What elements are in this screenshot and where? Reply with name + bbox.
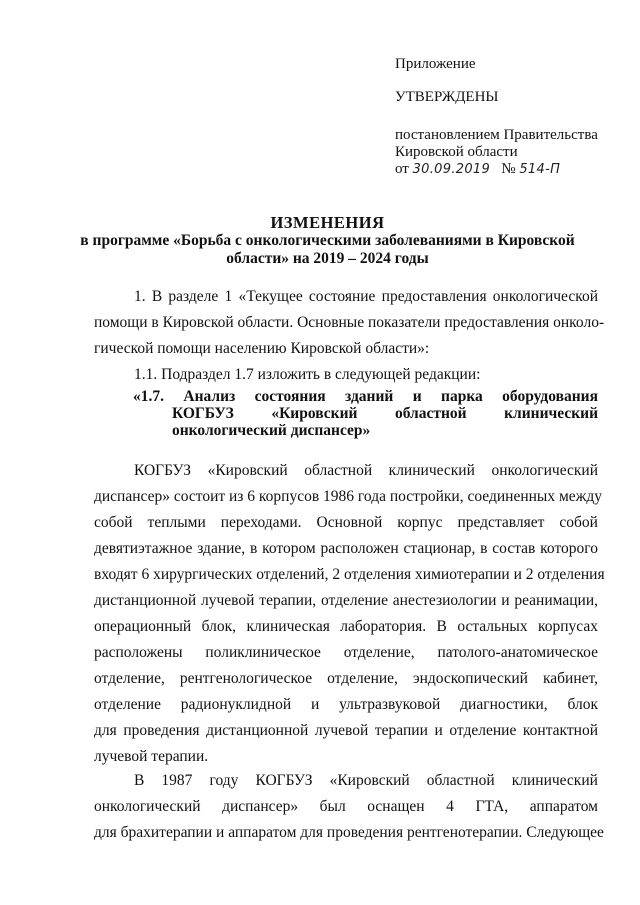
section-heading-word: оборудования (502, 388, 598, 405)
paragraph-line (94, 510, 598, 536)
paragraph-word: патолого-анатомическое (437, 644, 598, 661)
paragraph-line: лучевой терапии. (94, 748, 209, 765)
paragraph-word: корпус (397, 514, 443, 531)
paragraph-word: В (436, 618, 447, 635)
paragraph-word: собой (94, 514, 133, 531)
decree-line-1: постановлением Правительства (395, 127, 598, 143)
handwritten-number: 514-П (519, 162, 561, 177)
intro-p1-line-2: помощи в Кировской области. Основные показатели предоставления онколо- (94, 314, 605, 331)
paragraph-word: клиническая (246, 618, 330, 635)
paragraph-word: остальных (457, 618, 528, 635)
title-heading: ИЗМЕНЕНИЯ (270, 213, 385, 232)
paragraph-word: КОГБУЗ (134, 462, 191, 479)
section-heading-word: «1.7. (133, 388, 164, 405)
paragraph-word: году (209, 772, 239, 789)
section-heading-row-2 (133, 405, 598, 422)
intro-paragraph-1-first-line (134, 284, 598, 310)
paragraph-word: В (134, 772, 145, 789)
section-heading-word: клинический (504, 405, 598, 422)
paragraph-word: КОГБУЗ (255, 772, 313, 789)
decree-line-2: Кировской области (395, 144, 518, 160)
approval-stamp (395, 56, 625, 178)
paragraph-word: 4 (446, 798, 454, 815)
paragraph-line: для проведения дистанционной лучевой терапии и отделение контактной (94, 722, 598, 739)
paragraph-line: девятиэтажное здание, в котором расположен стационар, в состав которого (94, 540, 598, 557)
paragraph-line (94, 794, 598, 820)
paragraph-word: переходами. (220, 514, 302, 531)
paragraph-word: отделение (94, 696, 161, 713)
paragraph-word: эндоскопический (412, 670, 528, 687)
paragraph-word: ультразвуковой (339, 696, 441, 713)
body-paragraph-1 (94, 458, 605, 770)
paragraph-word: операционный (94, 618, 192, 635)
paragraph-word: областной (304, 462, 373, 479)
decree-date-line (395, 161, 625, 178)
section-heading-word: состояния (254, 388, 326, 405)
paragraph-word: расположены (94, 644, 183, 661)
paragraph-word: кабинет, (542, 670, 598, 687)
paragraph-word: диспансер» (222, 798, 299, 815)
section-heading (133, 388, 598, 439)
paragraph-word: ГТА, (475, 798, 509, 815)
paragraph-line: диспансер» состоит из 6 корпусов 1986 года постройки, соединенных между (94, 488, 602, 505)
intro-p1-line-3: гической помощи населению Кировской области»: (94, 340, 430, 357)
section-heading-row-3 (133, 422, 598, 439)
section-heading-word: «Кировский (271, 405, 358, 422)
paragraph-line: входят 6 хирургических отделений, 2 отделения химиотерапии и 2 отделения (94, 566, 605, 583)
section-heading-word: КОГБУЗ (172, 405, 234, 422)
paragraph-word: корпусах (538, 618, 598, 635)
section-heading-word: областной (394, 405, 467, 422)
section-heading-word: и (412, 388, 422, 405)
section-heading-text: онкологический диспансер» (172, 422, 371, 439)
paragraph-word: блок, (201, 618, 237, 635)
paragraph-word: отделение, (327, 670, 398, 687)
paragraph-word: поликлиническое (205, 644, 321, 661)
paragraph-word: диагностики, (460, 696, 548, 713)
number-prefix: № (501, 161, 516, 177)
paragraph-word: лаборатория. (340, 618, 427, 635)
paragraph-word: «Кировский (207, 462, 288, 479)
appendix-label: Приложение (395, 56, 476, 72)
paragraph-line (94, 640, 598, 666)
section-heading-word: парка (441, 388, 483, 405)
paragraph-word: онкологический (94, 798, 201, 815)
paragraph-word: клинический (388, 462, 475, 479)
date-prefix: от (395, 161, 409, 177)
intro-paragraph-2 (134, 362, 598, 388)
section-heading-word: зданий (345, 388, 394, 405)
section-heading-word: Анализ (183, 388, 236, 405)
paragraph-line (94, 666, 598, 692)
body-paragraph-2 (94, 768, 604, 846)
paragraph-line: дистанционной лучевой терапии, отделение анестезиологии и реанимации, (94, 592, 598, 609)
paragraph-line (94, 692, 598, 718)
intro-paragraph-1-rest (94, 310, 605, 362)
section-heading-row-1 (133, 388, 598, 405)
approved-label: УТВЕРЖДЕНЫ (395, 89, 499, 105)
paragraph-word: оснащен (367, 798, 425, 815)
paragraph-word: блок (567, 696, 598, 713)
paragraph-line (94, 614, 598, 640)
intro-p1-line-1: 1. В разделе 1 «Текущее состояние предоставления онкологической (134, 288, 598, 305)
title-subtitle-1: в программе «Борьба с онкологическими заболеваниями в Кировской (80, 232, 575, 249)
paragraph-word: отделение, (94, 670, 165, 687)
paragraph-word: аппаратом (529, 798, 598, 815)
paragraph-word: клинический (511, 772, 598, 789)
paragraph-word: онкологический (491, 462, 598, 479)
paragraph-word: Основной (316, 514, 383, 531)
paragraph-word: отделение, (343, 644, 415, 661)
paragraph-word: «Кировский (329, 772, 410, 789)
paragraph-word: собой (559, 514, 598, 531)
paragraph-line (94, 768, 598, 794)
paragraph-word: и (310, 696, 320, 713)
paragraph-word: был (319, 798, 346, 815)
handwritten-date: 30.09.2019 (412, 162, 491, 177)
paragraph-line: для брахитерапии и аппаратом для проведения рентгенотерапии. Следующее (94, 824, 604, 841)
paragraph-word: представляет (457, 514, 545, 531)
document-title (40, 214, 615, 268)
paragraph-word: областной (426, 772, 495, 789)
paragraph-word: теплыми (147, 514, 206, 531)
intro-p2-line: 1.1. Подраздел 1.7 изложить в следующей редакции: (134, 366, 481, 383)
title-subtitle-2: области» на 2019 – 2024 годы (226, 250, 429, 267)
paragraph-word: рентгенологическое (179, 670, 313, 687)
paragraph-word: радионуклидной (180, 696, 292, 713)
paragraph-word: 1987 (161, 772, 193, 789)
paragraph-line (94, 458, 598, 484)
